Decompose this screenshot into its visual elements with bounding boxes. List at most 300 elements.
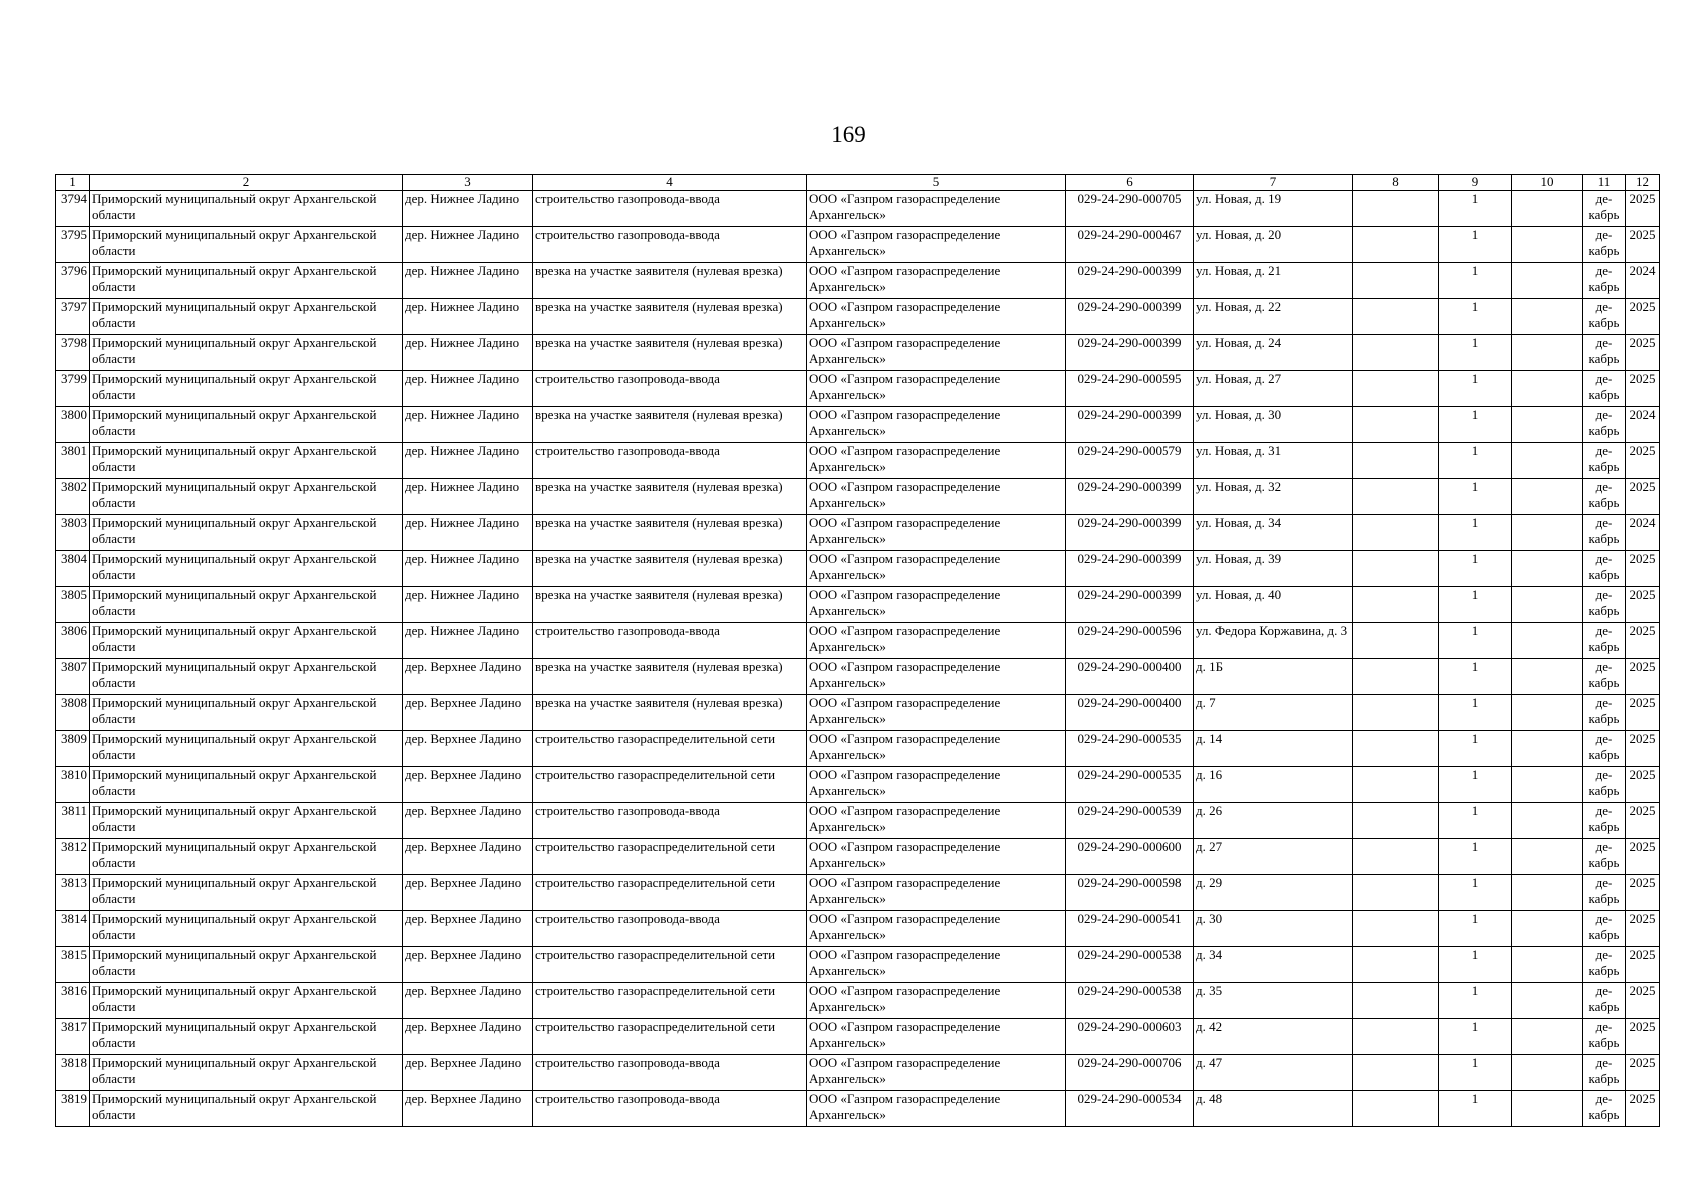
column-10-cell [1512, 263, 1583, 299]
table-row [56, 659, 1660, 695]
table-row [56, 1091, 1660, 1127]
code-cell: 029-24-290-000539 [1066, 803, 1194, 839]
work-type-cell: строительство газораспределительной сети [533, 839, 807, 875]
quantity-cell: 1 [1439, 1019, 1512, 1055]
column-header: 7 [1194, 175, 1353, 191]
column-header: 5 [807, 175, 1066, 191]
organization-cell: ООО «Газпром газораспределение Архангельск» [807, 911, 1066, 947]
address-cell: д. 26 [1194, 803, 1353, 839]
address-cell: д. 14 [1194, 731, 1353, 767]
table-row [56, 551, 1660, 587]
locality-cell: дер. Нижнее Ладино [403, 191, 533, 227]
column-header: 12 [1626, 175, 1660, 191]
organization-cell: ООО «Газпром газораспределение Архангельск» [807, 191, 1066, 227]
district-cell: Приморский муниципальный округ Архангельской области [90, 551, 403, 587]
address-cell: ул. Новая, д. 40 [1194, 587, 1353, 623]
column-8-cell [1353, 191, 1439, 227]
organization-cell: ООО «Газпром газораспределение Архангельск» [807, 695, 1066, 731]
code-cell: 029-24-290-000400 [1066, 659, 1194, 695]
code-cell: 029-24-290-000596 [1066, 623, 1194, 659]
column-header: 11 [1583, 175, 1626, 191]
locality-cell: дер. Верхнее Ладино [403, 911, 533, 947]
work-type-cell: врезка на участке заявителя (нулевая врезка) [533, 299, 807, 335]
column-8-cell [1353, 1019, 1439, 1055]
column-10-cell [1512, 983, 1583, 1019]
locality-cell: дер. Верхнее Ладино [403, 659, 533, 695]
column-8-cell [1353, 623, 1439, 659]
district-cell: Приморский муниципальный округ Архангельской области [90, 947, 403, 983]
year-cell: 2025 [1626, 551, 1660, 587]
row-number: 3808 [56, 695, 90, 731]
work-type-cell: строительство газопровода-ввода [533, 443, 807, 479]
code-cell: 029-24-290-000600 [1066, 839, 1194, 875]
district-cell: Приморский муниципальный округ Архангельской области [90, 875, 403, 911]
district-cell: Приморский муниципальный округ Архангельской области [90, 443, 403, 479]
quantity-cell: 1 [1439, 551, 1512, 587]
quantity-cell: 1 [1439, 1091, 1512, 1127]
year-cell: 2025 [1626, 371, 1660, 407]
address-cell: ул. Новая, д. 34 [1194, 515, 1353, 551]
column-8-cell [1353, 659, 1439, 695]
column-10-cell [1512, 839, 1583, 875]
year-cell: 2025 [1626, 623, 1660, 659]
organization-cell: ООО «Газпром газораспределение Архангельск» [807, 659, 1066, 695]
table-row [56, 371, 1660, 407]
district-cell: Приморский муниципальный округ Архангельской области [90, 335, 403, 371]
organization-cell: ООО «Газпром газораспределение Архангельск» [807, 623, 1066, 659]
column-8-cell [1353, 911, 1439, 947]
table-row [56, 263, 1660, 299]
column-10-cell [1512, 659, 1583, 695]
work-type-cell: врезка на участке заявителя (нулевая врезка) [533, 695, 807, 731]
district-cell: Приморский муниципальный округ Архангельской области [90, 767, 403, 803]
column-8-cell [1353, 1055, 1439, 1091]
district-cell: Приморский муниципальный округ Архангельской области [90, 299, 403, 335]
code-cell: 029-24-290-000399 [1066, 515, 1194, 551]
column-10-cell [1512, 191, 1583, 227]
column-header: 1 [56, 175, 90, 191]
address-cell: ул. Новая, д. 27 [1194, 371, 1353, 407]
month-cell: де-кабрь [1583, 479, 1626, 515]
work-type-cell: строительство газопровода-ввода [533, 803, 807, 839]
locality-cell: дер. Нижнее Ладино [403, 479, 533, 515]
locality-cell: дер. Нижнее Ладино [403, 515, 533, 551]
district-cell: Приморский муниципальный округ Архангельской области [90, 659, 403, 695]
locality-cell: дер. Верхнее Ладино [403, 875, 533, 911]
column-header: 8 [1353, 175, 1439, 191]
year-cell: 2025 [1626, 803, 1660, 839]
code-cell: 029-24-290-000603 [1066, 1019, 1194, 1055]
table-row [56, 1055, 1660, 1091]
column-10-cell [1512, 623, 1583, 659]
table-row [56, 803, 1660, 839]
row-number: 3796 [56, 263, 90, 299]
organization-cell: ООО «Газпром газораспределение Архангельск» [807, 731, 1066, 767]
row-number: 3798 [56, 335, 90, 371]
month-cell: де-кабрь [1583, 1055, 1626, 1091]
column-8-cell [1353, 407, 1439, 443]
district-cell: Приморский муниципальный округ Архангельской области [90, 371, 403, 407]
table-row [56, 227, 1660, 263]
locality-cell: дер. Нижнее Ладино [403, 371, 533, 407]
month-cell: де-кабрь [1583, 335, 1626, 371]
work-type-cell: врезка на участке заявителя (нулевая врезка) [533, 515, 807, 551]
organization-cell: ООО «Газпром газораспределение Архангельск» [807, 479, 1066, 515]
column-10-cell [1512, 551, 1583, 587]
month-cell: де-кабрь [1583, 731, 1626, 767]
table-row [56, 983, 1660, 1019]
district-cell: Приморский муниципальный округ Архангельской области [90, 623, 403, 659]
code-cell: 029-24-290-000538 [1066, 947, 1194, 983]
column-10-cell [1512, 299, 1583, 335]
month-cell: де-кабрь [1583, 983, 1626, 1019]
row-number: 3819 [56, 1091, 90, 1127]
work-type-cell: строительство газораспределительной сети [533, 731, 807, 767]
column-10-cell [1512, 371, 1583, 407]
locality-cell: дер. Нижнее Ладино [403, 551, 533, 587]
year-cell: 2025 [1626, 659, 1660, 695]
column-8-cell [1353, 875, 1439, 911]
column-8-cell [1353, 947, 1439, 983]
row-number: 3815 [56, 947, 90, 983]
column-header: 9 [1439, 175, 1512, 191]
column-8-cell [1353, 263, 1439, 299]
quantity-cell: 1 [1439, 623, 1512, 659]
district-cell: Приморский муниципальный округ Архангельской области [90, 1091, 403, 1127]
code-cell: 029-24-290-000595 [1066, 371, 1194, 407]
organization-cell: ООО «Газпром газораспределение Архангельск» [807, 1091, 1066, 1127]
work-type-cell: строительство газораспределительной сети [533, 1019, 807, 1055]
work-type-cell: врезка на участке заявителя (нулевая врезка) [533, 479, 807, 515]
code-cell: 029-24-290-000399 [1066, 299, 1194, 335]
year-cell: 2025 [1626, 1019, 1660, 1055]
district-cell: Приморский муниципальный округ Архангельской области [90, 191, 403, 227]
table-row [56, 695, 1660, 731]
organization-cell: ООО «Газпром газораспределение Архангельск» [807, 767, 1066, 803]
table-row [56, 731, 1660, 767]
table-row [56, 299, 1660, 335]
organization-cell: ООО «Газпром газораспределение Архангельск» [807, 551, 1066, 587]
organization-cell: ООО «Газпром газораспределение Архангельск» [807, 983, 1066, 1019]
locality-cell: дер. Верхнее Ладино [403, 767, 533, 803]
quantity-cell: 1 [1439, 227, 1512, 263]
district-cell: Приморский муниципальный округ Архангельской области [90, 911, 403, 947]
code-cell: 029-24-290-000541 [1066, 911, 1194, 947]
column-10-cell [1512, 875, 1583, 911]
district-cell: Приморский муниципальный округ Архангельской области [90, 803, 403, 839]
address-cell: ул. Новая, д. 19 [1194, 191, 1353, 227]
address-cell: д. 35 [1194, 983, 1353, 1019]
month-cell: де-кабрь [1583, 515, 1626, 551]
quantity-cell: 1 [1439, 731, 1512, 767]
organization-cell: ООО «Газпром газораспределение Архангельск» [807, 299, 1066, 335]
address-cell: ул. Новая, д. 31 [1194, 443, 1353, 479]
code-cell: 029-24-290-000535 [1066, 767, 1194, 803]
code-cell: 029-24-290-000399 [1066, 587, 1194, 623]
row-number: 3795 [56, 227, 90, 263]
column-8-cell [1353, 839, 1439, 875]
district-cell: Приморский муниципальный округ Архангельской области [90, 983, 403, 1019]
month-cell: де-кабрь [1583, 695, 1626, 731]
district-cell: Приморский муниципальный округ Архангельской области [90, 695, 403, 731]
address-cell: д. 30 [1194, 911, 1353, 947]
year-cell: 2025 [1626, 443, 1660, 479]
work-type-cell: строительство газопровода-ввода [533, 227, 807, 263]
column-10-cell [1512, 443, 1583, 479]
work-type-cell: врезка на участке заявителя (нулевая врезка) [533, 659, 807, 695]
work-type-cell: врезка на участке заявителя (нулевая врезка) [533, 263, 807, 299]
month-cell: де-кабрь [1583, 407, 1626, 443]
year-cell: 2025 [1626, 479, 1660, 515]
locality-cell: дер. Нижнее Ладино [403, 407, 533, 443]
table-row [56, 443, 1660, 479]
column-8-cell [1353, 1091, 1439, 1127]
column-8-cell [1353, 767, 1439, 803]
year-cell: 2025 [1626, 191, 1660, 227]
month-cell: де-кабрь [1583, 839, 1626, 875]
quantity-cell: 1 [1439, 191, 1512, 227]
address-cell: д. 1Б [1194, 659, 1353, 695]
table-row [56, 839, 1660, 875]
table-row [56, 911, 1660, 947]
month-cell: де-кабрь [1583, 947, 1626, 983]
organization-cell: ООО «Газпром газораспределение Архангельск» [807, 803, 1066, 839]
quantity-cell: 1 [1439, 587, 1512, 623]
column-10-cell [1512, 587, 1583, 623]
code-cell: 029-24-290-000598 [1066, 875, 1194, 911]
table-row [56, 515, 1660, 551]
column-10-cell [1512, 911, 1583, 947]
work-type-cell: врезка на участке заявителя (нулевая врезка) [533, 335, 807, 371]
code-cell: 029-24-290-000706 [1066, 1055, 1194, 1091]
code-cell: 029-24-290-000579 [1066, 443, 1194, 479]
column-10-cell [1512, 803, 1583, 839]
organization-cell: ООО «Газпром газораспределение Архангельск» [807, 947, 1066, 983]
organization-cell: ООО «Газпром газораспределение Архангельск» [807, 335, 1066, 371]
address-cell: ул. Новая, д. 21 [1194, 263, 1353, 299]
table-row [56, 767, 1660, 803]
column-10-cell [1512, 947, 1583, 983]
quantity-cell: 1 [1439, 875, 1512, 911]
code-cell: 029-24-290-000400 [1066, 695, 1194, 731]
organization-cell: ООО «Газпром газораспределение Архангельск» [807, 839, 1066, 875]
locality-cell: дер. Нижнее Ладино [403, 335, 533, 371]
year-cell: 2025 [1626, 731, 1660, 767]
column-header: 2 [90, 175, 403, 191]
year-cell: 2025 [1626, 839, 1660, 875]
column-8-cell [1353, 983, 1439, 1019]
row-number: 3817 [56, 1019, 90, 1055]
row-number: 3811 [56, 803, 90, 839]
year-cell: 2025 [1626, 227, 1660, 263]
column-header: 6 [1066, 175, 1194, 191]
column-8-cell [1353, 371, 1439, 407]
locality-cell: дер. Нижнее Ладино [403, 263, 533, 299]
organization-cell: ООО «Газпром газораспределение Архангельск» [807, 1055, 1066, 1091]
code-cell: 029-24-290-000538 [1066, 983, 1194, 1019]
month-cell: де-кабрь [1583, 659, 1626, 695]
column-number-row [56, 175, 1660, 191]
locality-cell: дер. Верхнее Ладино [403, 803, 533, 839]
table-row [56, 587, 1660, 623]
column-10-cell [1512, 335, 1583, 371]
column-header: 3 [403, 175, 533, 191]
address-cell: д. 48 [1194, 1091, 1353, 1127]
row-number: 3803 [56, 515, 90, 551]
address-cell: ул. Новая, д. 30 [1194, 407, 1353, 443]
code-cell: 029-24-290-000705 [1066, 191, 1194, 227]
locality-cell: дер. Верхнее Ладино [403, 839, 533, 875]
work-type-cell: строительство газопровода-ввода [533, 623, 807, 659]
year-cell: 2025 [1626, 335, 1660, 371]
table-row [56, 407, 1660, 443]
organization-cell: ООО «Газпром газораспределение Архангельск» [807, 587, 1066, 623]
district-cell: Приморский муниципальный округ Архангельской области [90, 587, 403, 623]
row-number: 3804 [56, 551, 90, 587]
address-cell: ул. Новая, д. 32 [1194, 479, 1353, 515]
table-body [56, 191, 1660, 1127]
address-cell: д. 27 [1194, 839, 1353, 875]
organization-cell: ООО «Газпром газораспределение Архангельск» [807, 443, 1066, 479]
column-8-cell [1353, 227, 1439, 263]
district-cell: Приморский муниципальный округ Архангельской области [90, 263, 403, 299]
organization-cell: ООО «Газпром газораспределение Архангельск» [807, 227, 1066, 263]
quantity-cell: 1 [1439, 767, 1512, 803]
district-cell: Приморский муниципальный округ Архангельской области [90, 731, 403, 767]
month-cell: де-кабрь [1583, 623, 1626, 659]
month-cell: де-кабрь [1583, 371, 1626, 407]
column-10-cell [1512, 479, 1583, 515]
work-type-cell: строительство газопровода-ввода [533, 191, 807, 227]
code-cell: 029-24-290-000399 [1066, 551, 1194, 587]
code-cell: 029-24-290-000467 [1066, 227, 1194, 263]
work-type-cell: строительство газораспределительной сети [533, 875, 807, 911]
code-cell: 029-24-290-000534 [1066, 1091, 1194, 1127]
row-number: 3794 [56, 191, 90, 227]
row-number: 3801 [56, 443, 90, 479]
page-number: 169 [831, 122, 866, 147]
month-cell: де-кабрь [1583, 227, 1626, 263]
locality-cell: дер. Верхнее Ладино [403, 947, 533, 983]
quantity-cell: 1 [1439, 407, 1512, 443]
month-cell: де-кабрь [1583, 875, 1626, 911]
year-cell: 2024 [1626, 263, 1660, 299]
code-cell: 029-24-290-000399 [1066, 263, 1194, 299]
column-10-cell [1512, 767, 1583, 803]
column-8-cell [1353, 515, 1439, 551]
month-cell: де-кабрь [1583, 1019, 1626, 1055]
year-cell: 2025 [1626, 587, 1660, 623]
quantity-cell: 1 [1439, 263, 1512, 299]
year-cell: 2025 [1626, 875, 1660, 911]
table-row [56, 335, 1660, 371]
quantity-cell: 1 [1439, 983, 1512, 1019]
quantity-cell: 1 [1439, 299, 1512, 335]
month-cell: де-кабрь [1583, 803, 1626, 839]
column-8-cell [1353, 479, 1439, 515]
locality-cell: дер. Верхнее Ладино [403, 695, 533, 731]
column-8-cell [1353, 443, 1439, 479]
column-10-cell [1512, 407, 1583, 443]
column-8-cell [1353, 551, 1439, 587]
locality-cell: дер. Верхнее Ладино [403, 1091, 533, 1127]
month-cell: де-кабрь [1583, 587, 1626, 623]
quantity-cell: 1 [1439, 371, 1512, 407]
row-number: 3806 [56, 623, 90, 659]
quantity-cell: 1 [1439, 1055, 1512, 1091]
year-cell: 2025 [1626, 947, 1660, 983]
locality-cell: дер. Верхнее Ладино [403, 983, 533, 1019]
quantity-cell: 1 [1439, 911, 1512, 947]
month-cell: де-кабрь [1583, 1091, 1626, 1127]
district-cell: Приморский муниципальный округ Архангельской области [90, 839, 403, 875]
quantity-cell: 1 [1439, 515, 1512, 551]
quantity-cell: 1 [1439, 803, 1512, 839]
month-cell: де-кабрь [1583, 443, 1626, 479]
year-cell: 2024 [1626, 407, 1660, 443]
locality-cell: дер. Верхнее Ладино [403, 1019, 533, 1055]
address-cell: ул. Новая, д. 39 [1194, 551, 1353, 587]
code-cell: 029-24-290-000535 [1066, 731, 1194, 767]
column-10-cell [1512, 515, 1583, 551]
organization-cell: ООО «Газпром газораспределение Архангельск» [807, 407, 1066, 443]
year-cell: 2025 [1626, 983, 1660, 1019]
locality-cell: дер. Верхнее Ладино [403, 731, 533, 767]
year-cell: 2025 [1626, 299, 1660, 335]
column-8-cell [1353, 731, 1439, 767]
year-cell: 2024 [1626, 515, 1660, 551]
column-8-cell [1353, 803, 1439, 839]
row-number: 3807 [56, 659, 90, 695]
table-row [56, 1019, 1660, 1055]
table-row [56, 947, 1660, 983]
year-cell: 2025 [1626, 1055, 1660, 1091]
quantity-cell: 1 [1439, 695, 1512, 731]
row-number: 3810 [56, 767, 90, 803]
quantity-cell: 1 [1439, 947, 1512, 983]
address-cell: д. 47 [1194, 1055, 1353, 1091]
table-row [56, 875, 1660, 911]
month-cell: де-кабрь [1583, 263, 1626, 299]
work-type-cell: строительство газопровода-ввода [533, 371, 807, 407]
address-cell: ул. Новая, д. 22 [1194, 299, 1353, 335]
column-8-cell [1353, 587, 1439, 623]
column-header: 10 [1512, 175, 1583, 191]
month-cell: де-кабрь [1583, 767, 1626, 803]
address-cell: д. 29 [1194, 875, 1353, 911]
work-type-cell: строительство газораспределительной сети [533, 947, 807, 983]
work-type-cell: строительство газопровода-ввода [533, 911, 807, 947]
code-cell: 029-24-290-000399 [1066, 407, 1194, 443]
registry-table [55, 174, 1660, 1127]
column-10-cell [1512, 1019, 1583, 1055]
month-cell: де-кабрь [1583, 299, 1626, 335]
row-number: 3797 [56, 299, 90, 335]
code-cell: 029-24-290-000399 [1066, 335, 1194, 371]
district-cell: Приморский муниципальный округ Архангельской области [90, 407, 403, 443]
work-type-cell: врезка на участке заявителя (нулевая врезка) [533, 407, 807, 443]
address-cell: д. 34 [1194, 947, 1353, 983]
column-10-cell [1512, 227, 1583, 263]
row-number: 3802 [56, 479, 90, 515]
column-10-cell [1512, 731, 1583, 767]
district-cell: Приморский муниципальный округ Архангельской области [90, 1055, 403, 1091]
work-type-cell: врезка на участке заявителя (нулевая врезка) [533, 551, 807, 587]
locality-cell: дер. Верхнее Ладино [403, 1055, 533, 1091]
row-number: 3816 [56, 983, 90, 1019]
locality-cell: дер. Нижнее Ладино [403, 299, 533, 335]
organization-cell: ООО «Газпром газораспределение Архангельск» [807, 1019, 1066, 1055]
